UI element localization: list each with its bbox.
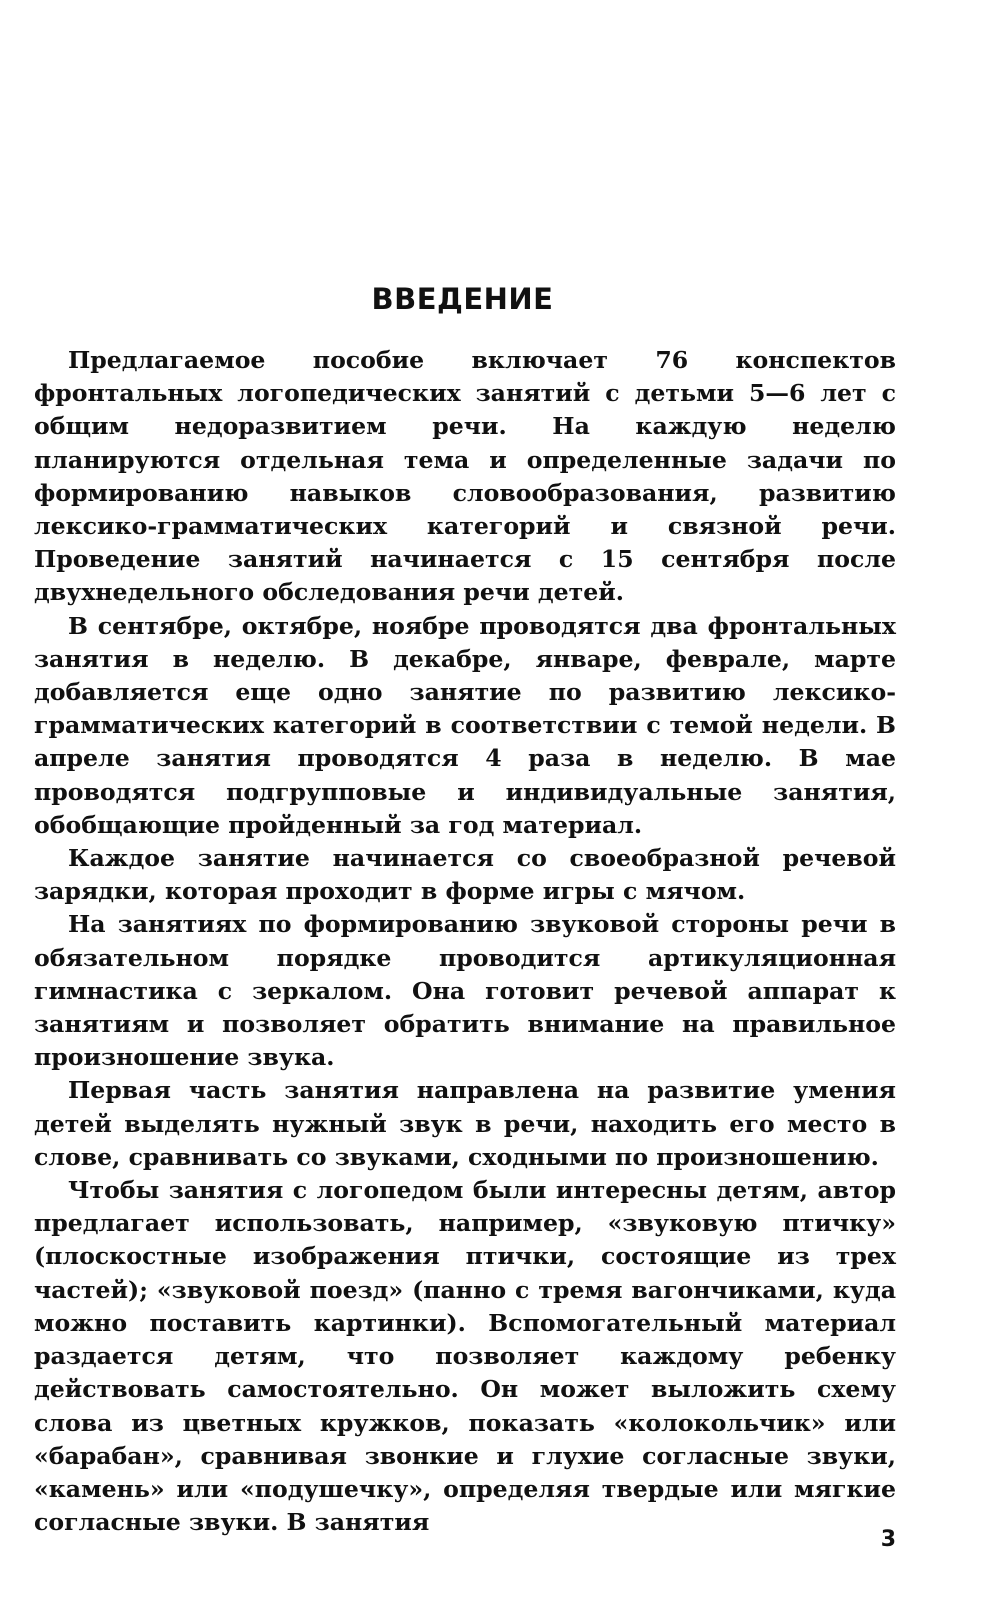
paragraph: На занятиях по формированию звуковой стороны речи в обязательном порядке проводится артикуляционная гимнастика с зеркалом. Она готовит речевой аппарат к занятиям и позволяет обратить внимание на правильное произношение звука. xyxy=(34,910,896,1072)
paragraph: Первая часть занятия направлена на развитие умения детей выделять нужный звук в речи, находить его место в слове, сравнивать со звуками, сходными по произношению. xyxy=(34,1076,896,1171)
chapter-title: ВВЕДЕНИЕ xyxy=(371,282,554,316)
paragraph: Предлагаемое пособие включает 76 конспектов фронтальных логопедических занятий с детьми 5—6 лет с общим недоразвитием речи. На каждую неделю планируются отдельная тема и определенные задачи по формированию навыков словообразования, развитию лексико-грамматических категорий и связной речи. Проведение занятий начинается с 15 сентября после двухнедельного обследования речи детей. xyxy=(34,346,896,607)
paragraph: В сентябре, октябре, ноябре проводятся два фронтальных занятия в неделю. В декабре, январе, феврале, марте добавляется еще одно занятие по развитию лексико-грамматических категорий в соответствии с темой недели. В апреле занятия проводятся 4 раза в неделю. В мае проводятся подгрупповые и индивидуальные занятия, обобщающие пройденный за год материал. xyxy=(34,611,896,839)
page-number: 3 xyxy=(880,1527,896,1552)
body-text xyxy=(34,344,896,1539)
paragraph: Чтобы занятия с логопедом были интересны детям, автор предлагает использовать, например, «звуковую птичку» (плоскостные изображения птички, состоящие из трех частей); «звуковой поезд» (панно с тремя вагончиками, куда можно поставить картинки). Вспомогательный материал раздается детям, что позволяет каждому ребенку действовать самостоятельно. Он может выложить схему слова из цветных кружков, показать «колокольчик» или «барабан», сравнивая звонкие и глухие согласные звуки, «камень» или «подушечку», определяя твердые или мягкие согласные звуки. В занятия xyxy=(34,1176,896,1537)
paragraph: Каждое занятие начинается со своеобразной речевой зарядки, которая проходит в форме игры с мячом. xyxy=(34,844,896,906)
